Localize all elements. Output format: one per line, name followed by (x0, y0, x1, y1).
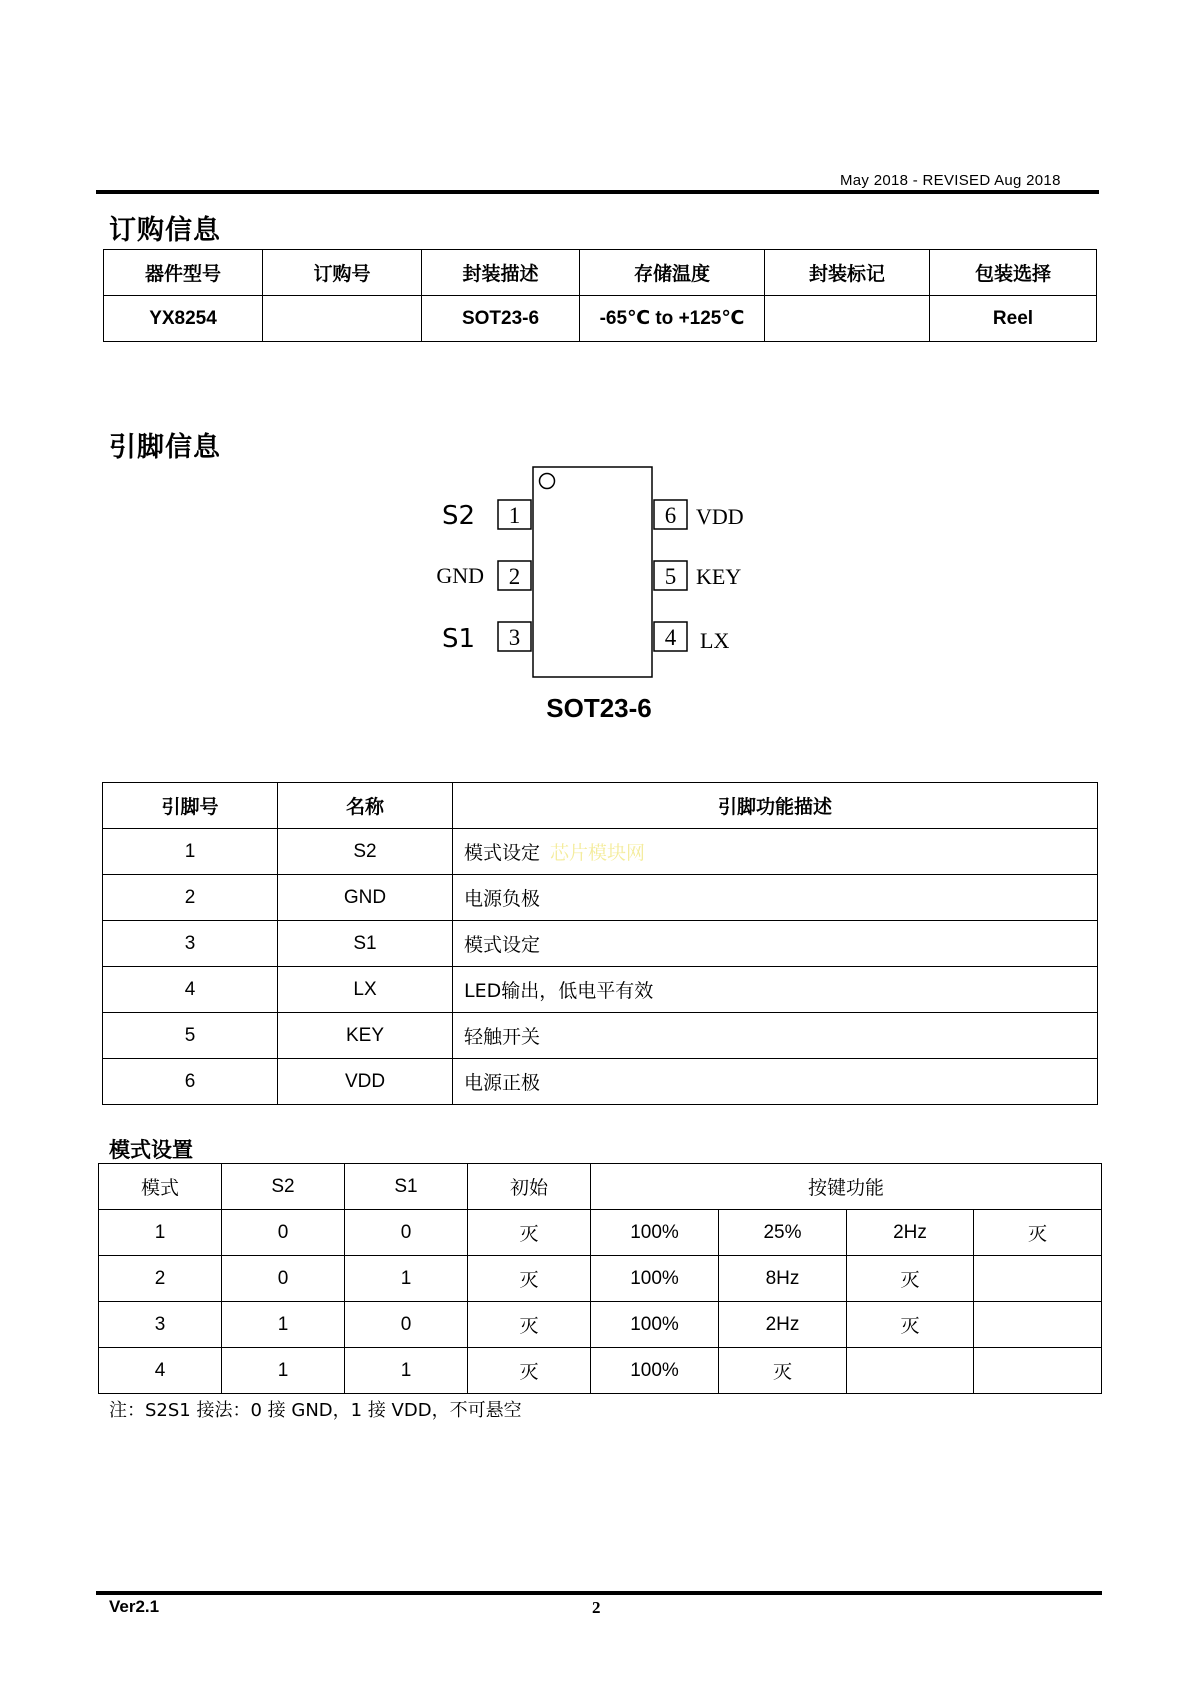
mode-table (98, 1163, 1102, 1394)
table-row (99, 1256, 1102, 1302)
mode-cell: 1 (345, 1256, 468, 1302)
pin-number: 1 (508, 503, 521, 528)
pin-table-header (103, 783, 1098, 829)
mode-cell (974, 1348, 1102, 1394)
col-header: 订购号 (263, 250, 422, 296)
cell-packing: Reel (930, 296, 1097, 342)
pin-number-cell: 3 (103, 921, 278, 967)
mode-cell: 0 (222, 1256, 345, 1302)
ordering-title: 订购信息 (109, 215, 221, 246)
cell-package: SOT23-6 (422, 296, 580, 342)
pin-desc-cell (453, 829, 1098, 875)
version-label: Ver2.1 (109, 1597, 160, 1616)
pin-number: 4 (664, 625, 677, 650)
mode-cell: 灭 (847, 1256, 974, 1302)
footer-rule (96, 1591, 1102, 1595)
mode-cell: 灭 (847, 1302, 974, 1348)
mode-cell: 灭 (719, 1348, 847, 1394)
table-row (99, 1348, 1102, 1394)
package-diagram (420, 460, 780, 685)
mode-cell: 3 (99, 1302, 222, 1348)
pin-number: 2 (508, 564, 521, 589)
col-header: S1 (345, 1164, 468, 1210)
mode-note: 注：S2S1 接法：0 接 GND，1 接 VDD，不可悬空 (109, 1400, 522, 1421)
table-row (99, 1302, 1102, 1348)
pin-label: S2 (441, 501, 475, 531)
mode-table-header (99, 1164, 1102, 1210)
pin-label: VDD (696, 504, 744, 529)
mode-cell (974, 1302, 1102, 1348)
mode-cell: 0 (345, 1302, 468, 1348)
mode-cell (974, 1256, 1102, 1302)
pin1-marker-icon (540, 474, 555, 489)
col-header: 初始 (468, 1164, 591, 1210)
pin-desc-cell: 轻触开关 (453, 1013, 1098, 1059)
pin-name-cell: S2 (278, 829, 453, 875)
pin-label: S1 (441, 624, 475, 654)
mode-cell: 4 (99, 1348, 222, 1394)
col-header: 器件型号 (104, 250, 263, 296)
col-header: 封装标记 (765, 250, 930, 296)
mode-cell: 灭 (468, 1210, 591, 1256)
col-header: 引脚号 (103, 783, 278, 829)
mode-cell: 2Hz (847, 1210, 974, 1256)
col-header: 模式 (99, 1164, 222, 1210)
pin-info-title: 引脚信息 (109, 432, 221, 463)
pin-number: 5 (664, 564, 677, 589)
col-header: 按键功能 (591, 1164, 1102, 1210)
col-header: 封装描述 (422, 250, 580, 296)
mode-cell: 灭 (468, 1302, 591, 1348)
mode-cell: 1 (345, 1348, 468, 1394)
header-rule (96, 190, 1099, 194)
ordering-table (103, 249, 1097, 342)
mode-cell: 100% (591, 1302, 719, 1348)
mode-cell (847, 1348, 974, 1394)
mode-cell: 灭 (468, 1348, 591, 1394)
mode-title: 模式设置 (109, 1138, 193, 1162)
table-row (103, 829, 1098, 875)
mode-cell: 100% (591, 1348, 719, 1394)
watermark: 芯片模块网 (550, 842, 646, 864)
pin-name-cell: GND (278, 875, 453, 921)
cell-order-number (263, 296, 422, 342)
pin-number-cell: 6 (103, 1059, 278, 1105)
table-row (99, 1210, 1102, 1256)
pin-name-cell: VDD (278, 1059, 453, 1105)
col-header: S2 (222, 1164, 345, 1210)
pin-desc-cell: 电源负极 (453, 875, 1098, 921)
pin-name-cell: S1 (278, 921, 453, 967)
mode-cell: 灭 (468, 1256, 591, 1302)
pin-table (102, 782, 1098, 1105)
table-row (103, 967, 1098, 1013)
chip-body (533, 467, 652, 677)
revision-date: May 2018 - REVISED Aug 2018 (840, 172, 1061, 189)
pin-label: KEY (696, 564, 742, 589)
mode-cell: 1 (222, 1348, 345, 1394)
col-header: 存储温度 (580, 250, 765, 296)
pin-number-cell: 5 (103, 1013, 278, 1059)
table-row (103, 921, 1098, 967)
mode-cell: 2Hz (719, 1302, 847, 1348)
pin-number-cell: 2 (103, 875, 278, 921)
cell-part-number: YX8254 (104, 296, 263, 342)
package-name: SOT23-6 (546, 693, 652, 723)
pin-number-cell: 1 (103, 829, 278, 875)
mode-cell: 0 (345, 1210, 468, 1256)
pin-desc-text: 模式设定 (464, 842, 541, 864)
table-row (103, 1013, 1098, 1059)
pin-desc-cell: 电源正极 (453, 1059, 1098, 1105)
table-row (103, 1059, 1098, 1105)
mode-cell: 25% (719, 1210, 847, 1256)
ordering-data-row (104, 296, 1097, 342)
mode-cell: 2 (99, 1256, 222, 1302)
pin-name-cell: KEY (278, 1013, 453, 1059)
pin-desc-cell: LED输出，低电平有效 (453, 967, 1098, 1013)
page-number: 2 (592, 1598, 601, 1617)
mode-cell: 1 (222, 1302, 345, 1348)
mode-cell: 100% (591, 1256, 719, 1302)
mode-cell: 1 (99, 1210, 222, 1256)
pin-label: LX (700, 628, 730, 653)
col-header: 引脚功能描述 (453, 783, 1098, 829)
col-header: 包装选择 (930, 250, 1097, 296)
cell-marking (765, 296, 930, 342)
table-row (103, 875, 1098, 921)
pin-name-cell: LX (278, 967, 453, 1013)
mode-cell: 8Hz (719, 1256, 847, 1302)
mode-cell: 灭 (974, 1210, 1102, 1256)
cell-storage-temp: -65℃ to +125℃ (580, 296, 765, 342)
pin-number: 3 (508, 625, 521, 650)
pin-number-cell: 4 (103, 967, 278, 1013)
mode-cell: 0 (222, 1210, 345, 1256)
pin-number: 6 (664, 503, 677, 528)
col-header: 名称 (278, 783, 453, 829)
mode-cell: 100% (591, 1210, 719, 1256)
pin-desc-cell: 模式设定 (453, 921, 1098, 967)
pin-label: GND (436, 563, 484, 588)
ordering-header-row (104, 250, 1097, 296)
